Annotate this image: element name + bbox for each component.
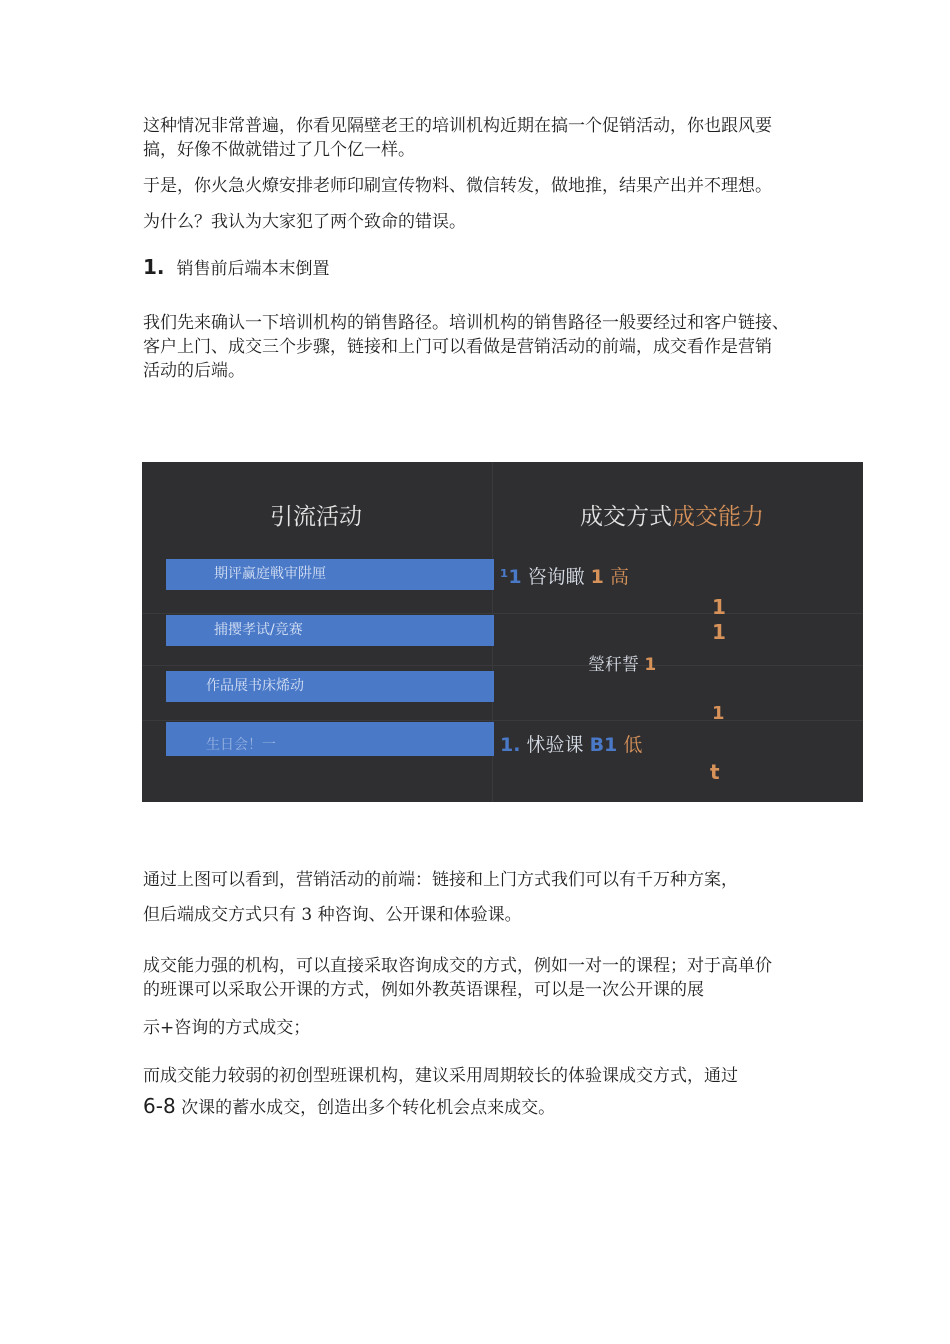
row-level: 高: [609, 566, 629, 588]
row-text: 咨询瞰: [527, 566, 585, 588]
activity-label: 捕撄孝试/竞赛: [214, 622, 303, 638]
text-line: 我们先来确认一下培训机构的销售路径。培训机构的销售路径一般要经过和客户链接、: [143, 313, 789, 333]
ability-mark: t: [710, 760, 720, 784]
ability-mark: 1: [712, 703, 725, 724]
activity-label: 生日会！一: [206, 737, 276, 753]
activity-bar: [166, 722, 494, 756]
paragraph-question: 为什么？我认为大家犯了两个致命的错误。: [143, 212, 466, 232]
text-line: 这种情况非常普遍，你看见隔壁老王的培训机构近期在搞一个促销活动，你也跟风要: [143, 116, 772, 136]
row-number: 1: [644, 655, 657, 675]
row-divider: [142, 720, 863, 721]
text-segment: 种咨询、公开课和体验课。: [317, 905, 522, 925]
heading-text: 销售前后端本末倒置: [176, 259, 330, 279]
text-line: 次课的蓄水成交，创造出多个转化机会点来成交。: [181, 1098, 556, 1118]
deal-row-consult: [500, 562, 629, 589]
row-divider: [142, 665, 863, 666]
text-line: 通过上图可以看到，营销活动的前端：链接和上门方式我们可以有千万种方案，: [143, 870, 738, 890]
paragraph-figure-summary-2: [143, 903, 863, 927]
text-segment: 但后端成交方式只有: [143, 905, 296, 925]
activity-bar: [166, 559, 494, 590]
text-line: 搞，好像不做就错过了几个亿一样。: [143, 140, 415, 160]
section-heading: [143, 255, 330, 281]
text-number: 3: [301, 905, 313, 925]
activity-label: 期评赢庭戦审阱厘: [214, 566, 326, 582]
paragraph-weak-ability-2: [143, 1094, 863, 1120]
deal-row-trial: [500, 730, 642, 757]
paragraph-weak-ability: [143, 1064, 863, 1088]
deal-ability-label: 成交能力: [672, 504, 764, 530]
row-prefix: 1.: [500, 734, 521, 756]
paragraph-sales-path: [143, 311, 863, 383]
deal-method-header: [580, 498, 764, 531]
activity-bar: [166, 671, 494, 702]
paragraph-followup: 于是，你火急火燎安排老师印刷宣传物料、微信转发，做地推，结果产出并不理想。: [143, 176, 772, 196]
activity-label: 作品展书床烯动: [206, 678, 304, 694]
deal-method-label: 成交方式: [580, 504, 672, 530]
paragraph-figure-summary: [143, 868, 863, 892]
row-level: 低: [623, 734, 643, 756]
heading-number: 1.: [143, 255, 165, 279]
row-prefix: ¹1: [500, 566, 522, 588]
paragraph-strong-ability-end: 示+咨询的方式成交；: [143, 1018, 311, 1038]
paragraph-intro: [143, 114, 863, 162]
paragraph-strong-ability: [143, 954, 863, 1002]
row-number: 1: [590, 566, 604, 588]
text-line: 客户上门、成交三个步骤，链接和上门可以看做是营销活动的前端，成交看作是营销: [143, 337, 772, 357]
text-line: 活动的后端。: [143, 361, 245, 381]
activity-bar: [166, 615, 494, 646]
row-code: B1: [589, 734, 618, 756]
text-number: 6-8: [143, 1094, 176, 1118]
deal-row-public: [588, 650, 656, 675]
row-text: 瑩秆誓: [588, 655, 639, 675]
text-line: 的班课可以采取公开课的方式，例如外教英语课程，可以是一次公开课的展: [143, 980, 704, 1000]
ability-mark: 1: [712, 595, 726, 619]
row-divider: [142, 613, 863, 614]
sales-funnel-figure: [142, 462, 863, 802]
text-line: 而成交能力较弱的初创型班课机构，建议采用周期较长的体验课成交方式，通过: [143, 1066, 738, 1086]
ability-mark: 1: [712, 620, 726, 644]
text-line: 成交能力强的机构，可以直接采取咨询成交的方式，例如一对一的课程；对于高单价: [143, 956, 772, 976]
row-text: 怵验课: [526, 734, 584, 756]
traffic-activities-header: 引流活动: [270, 504, 362, 530]
